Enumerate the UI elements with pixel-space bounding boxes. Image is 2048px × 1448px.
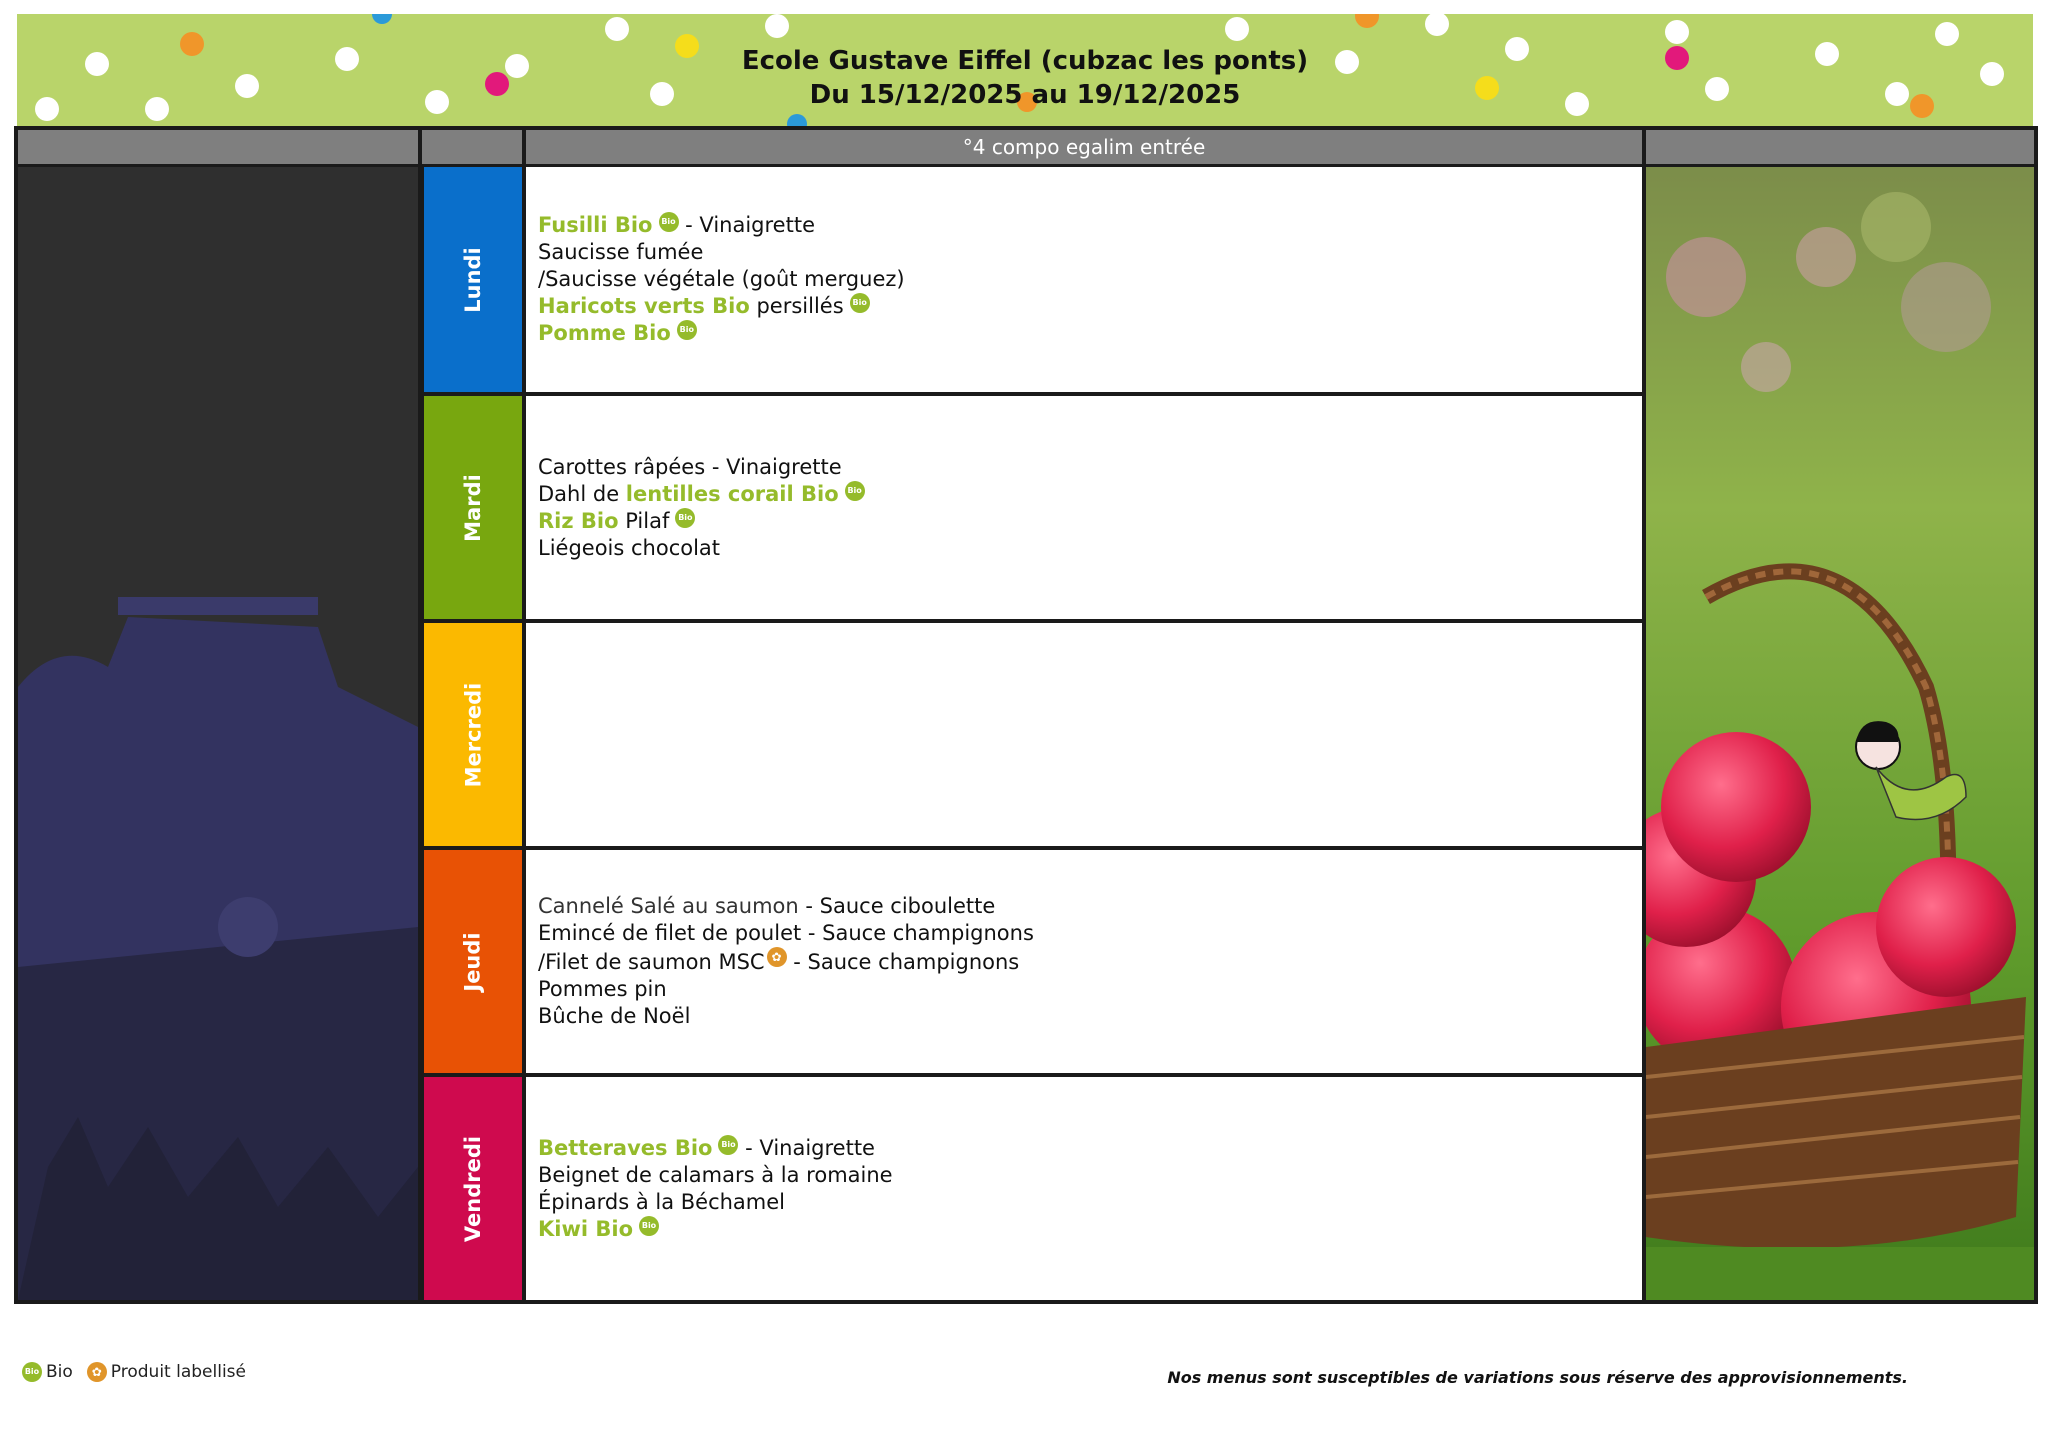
header-cell-left: [18, 130, 418, 164]
footer-note: Nos menus sont susceptibles de variations sous réserve des approvisionnements.: [1167, 1368, 1908, 1387]
apple-basket-illustration: [1646, 167, 2034, 1300]
dish: Épinards à la Béchamel: [538, 1189, 786, 1214]
bio-icon: Bio: [850, 293, 870, 313]
dish: Beignet de calamars à la romaine: [538, 1162, 893, 1187]
bio-icon: Bio: [22, 1362, 42, 1382]
label-icon: ✿: [767, 947, 787, 967]
dish: Carottes râpées - Vinaigrette: [538, 454, 842, 479]
dish: Riz Bio Pilaf Bio: [538, 508, 1642, 535]
day-label-lundi: Lundi: [424, 167, 522, 392]
dish: /Saucisse végétale (goût merguez): [538, 267, 905, 291]
legend-label-text: Produit labellisé: [110, 1362, 246, 1382]
dish: Liégeois chocolat: [538, 535, 721, 560]
dish: Betteraves Bio Bio - Vinaigrette: [538, 1135, 875, 1160]
bio-icon: Bio: [845, 481, 865, 501]
legend-bio-label: Bio: [46, 1362, 73, 1382]
bio-icon: Bio: [675, 508, 695, 528]
dish: Bûche de Noël: [538, 1004, 691, 1028]
legend: [22, 1362, 246, 1382]
menu-cell-jeudi: [526, 850, 1642, 1073]
header-cell-menu: °4 compo egalim entrée: [526, 130, 1642, 164]
dish: Cannelé Salé au saumon - Sauce ciboulette: [538, 894, 996, 918]
label-icon: ✿: [87, 1362, 107, 1382]
menu-period: Du 15/12/2025 au 19/12/2025: [809, 80, 1241, 110]
dish: Emincé de filet de poulet - Sauce champignons: [538, 921, 1034, 945]
bio-icon: Bio: [659, 212, 679, 232]
school-name: Ecole Gustave Eiffel (cubzac les ponts): [741, 46, 1309, 76]
header-banner: [17, 14, 2033, 126]
weekly-menu-table: [14, 126, 2038, 1304]
apple-basket-image: [1646, 167, 2034, 1300]
dish: /Filet de saumon MSC ✿ - Sauce champignons: [538, 947, 1642, 976]
day-label-mercredi: Mercredi: [424, 623, 522, 846]
dish: Kiwi Bio Bio: [538, 1216, 1642, 1243]
dish: Fusilli Bio Bio - Vinaigrette: [538, 213, 815, 237]
dish: Haricots verts Bio persillés Bio: [538, 293, 1642, 320]
dish: Saucisse fumée: [538, 240, 704, 264]
bio-icon: Bio: [718, 1135, 738, 1155]
day-label-mardi: Mardi: [424, 396, 522, 619]
menu-cell-vendredi: [526, 1077, 1642, 1300]
dish: Pomme Bio Bio: [538, 320, 1642, 347]
decorative-dark-panel: [18, 167, 418, 1300]
header-cell-day: [422, 130, 522, 164]
dish: Dahl de lentilles corail Bio Bio: [538, 481, 1642, 508]
day-label-jeudi: Jeudi: [424, 850, 522, 1073]
bio-icon: Bio: [677, 320, 697, 340]
day-label-vendredi: Vendredi: [424, 1077, 522, 1300]
header-cell-right: [1646, 130, 2034, 164]
menu-cell-mercredi: [526, 623, 1642, 846]
dark-image: [18, 167, 418, 1300]
menu-cell-lundi: [526, 167, 1642, 392]
bio-icon: Bio: [639, 1216, 659, 1236]
menu-cell-mardi: [526, 396, 1642, 619]
dish: Pommes pin: [538, 977, 667, 1001]
